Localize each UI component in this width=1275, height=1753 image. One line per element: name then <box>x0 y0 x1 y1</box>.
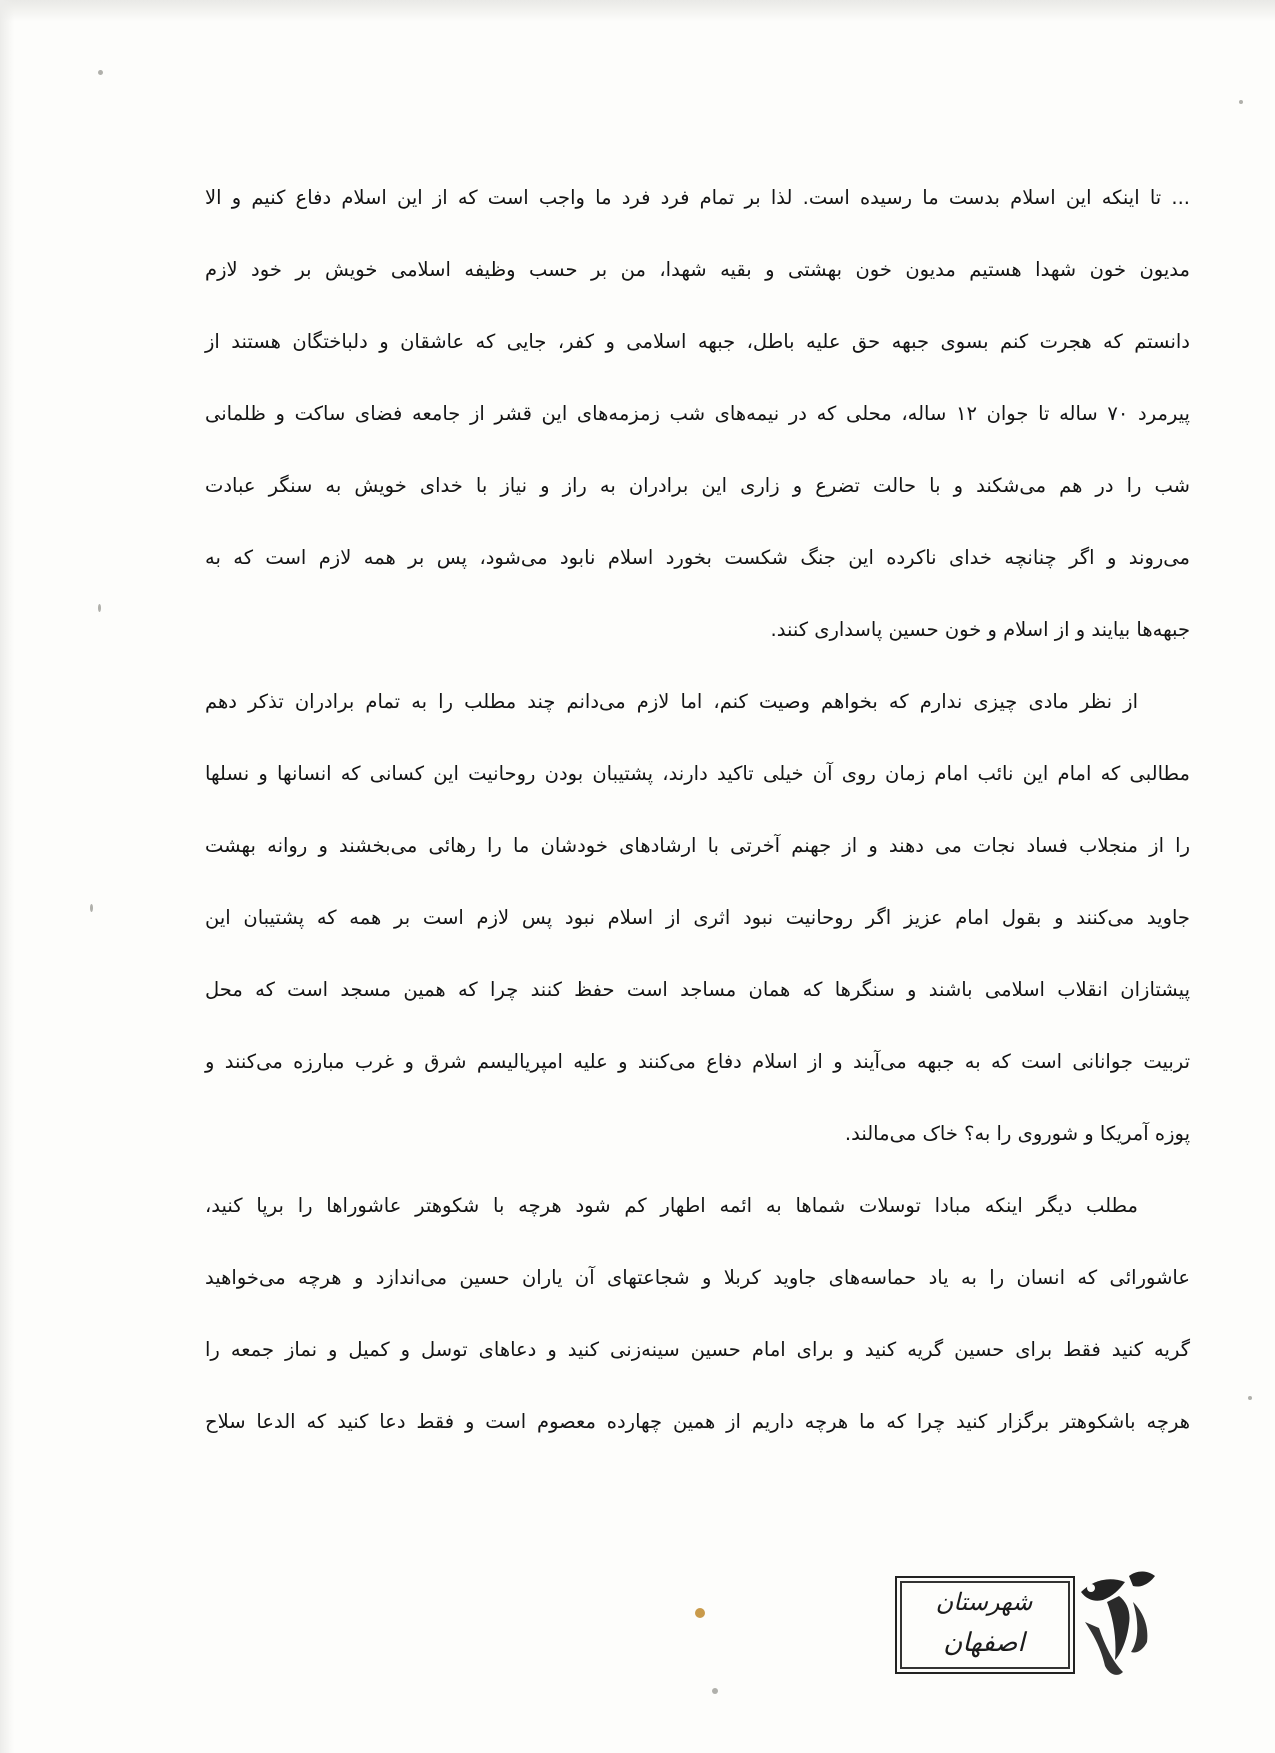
paper-speck <box>98 604 101 612</box>
paper-speck <box>98 70 103 75</box>
stamp-line-1: شهرستان <box>935 1588 1033 1616</box>
text-line: مطالبی که امام این نائب امام زمان روی آن خیلی تاکید دارند، پشتیبان بودن روحانیت این کسانی که انسانها و نسلها <box>205 762 1190 785</box>
paper-speck <box>90 904 93 912</box>
will-text <box>205 178 1190 1474</box>
text-line: جاوید می‌کنند و بقول امام عزیز اگر روحانیت نبود اثری از اسلام نبود پس لازم است بر همه که پشتیبان این <box>205 906 1190 929</box>
text-line: پوزه آمریکا و شوروی را به؟ خاک می‌مالند. <box>844 1122 1190 1145</box>
paper-speck <box>1248 1396 1252 1400</box>
text-line: مدیون خون شهدا هستیم مدیون خون بهشتی و بقیه شهدا، من بر حسب وظیفه اسلامی خویش بر خود لازم <box>205 258 1190 281</box>
text-line: مطلب دیگر اینکه مبادا توسلات شماها به ائمه اطهار کم شود هرچه با شکوهتر عاشوراها را برپا کنید، <box>205 1194 1138 1217</box>
official-stamp <box>895 1562 1157 1684</box>
paper-speck <box>712 1688 718 1694</box>
text-line: پیرمرد ۷۰ ساله تا جوان ۱۲ ساله، محلی که در نیمه‌های شب زمزمه‌های این قشر از جامعه فضای ساکت و ظلمانی <box>205 402 1190 425</box>
paper-speck <box>695 1608 705 1618</box>
stamp-box <box>895 1576 1075 1674</box>
stamp-line-2: اصفهان <box>943 1628 1025 1658</box>
text-line: را از منجلاب فساد نجات می دهند و از جهنم آخرتی با ارشادهای خودشان ما را رهائی می‌بخشند و روانه بهشت <box>205 834 1190 857</box>
scan-edge-top <box>0 0 1275 22</box>
text-line: شب را در هم می‌شکند و با حالت تضرع و زاری این برادران به راز و نیاز با خدای خویش به سنگر عبادت <box>205 474 1190 497</box>
text-line: جبهه‌ها بیایند و از اسلام و خون حسین پاسداری کنند. <box>770 618 1190 641</box>
text-line: عاشورائی که انسان را به یاد حماسه‌های جاوید کربلا و شجاعتهای آن یاران حسین می‌اندازد و هرچه می‌خواهید <box>205 1266 1190 1289</box>
text-line: ... تا اینکه این اسلام بدست ما رسیده است. لذا بر تمام فرد فرد ما واجب است که از این اسلام دفاع کنیم و الا <box>205 186 1190 209</box>
scan-edge-left <box>0 0 14 1753</box>
text-line: گریه کنید فقط برای حسین گریه کنید و برای امام حسین سینه‌زنی کنید و دعاهای توسل و کمیل و نماز جمعه را <box>205 1338 1190 1361</box>
text-line: از نظر مادی چیزی ندارم که بخواهم وصیت کنم، اما لازم می‌دانم چند مطلب را به تمام برادران تذکر دهم <box>205 690 1138 713</box>
text-line: دانستم که هجرت کنم بسوی جبهه حق علیه باطل، جبهه اسلامی و کفر، جایی که عاشقان و دلباختگان هستند از <box>205 330 1190 353</box>
text-line: پیشتازان انقلاب اسلامی باشند و سنگرها که همان مساجد است حفظ کنند چرا که همین مسجد است که محل <box>205 978 1190 1001</box>
text-line: تربیت جوانانی است که به جبهه می‌آیند و از اسلام دفاع می‌کنند و علیه امپریالیسم شرق و غرب مبارزه می‌کنند و <box>205 1050 1190 1073</box>
paper-speck <box>1239 100 1243 104</box>
emblem-icon <box>1073 1562 1157 1684</box>
text-line: می‌روند و اگر چنانچه خدای ناکرده این جنگ شکست بخورد اسلام نابود می‌شود، پس بر همه لازم است که به <box>205 546 1190 569</box>
text-line: هرچه باشکوهتر برگزار کنید چرا که ما هرچه داریم از همین چهارده معصوم است و فقط دعا کنید که الدعا سلاح <box>205 1410 1190 1433</box>
